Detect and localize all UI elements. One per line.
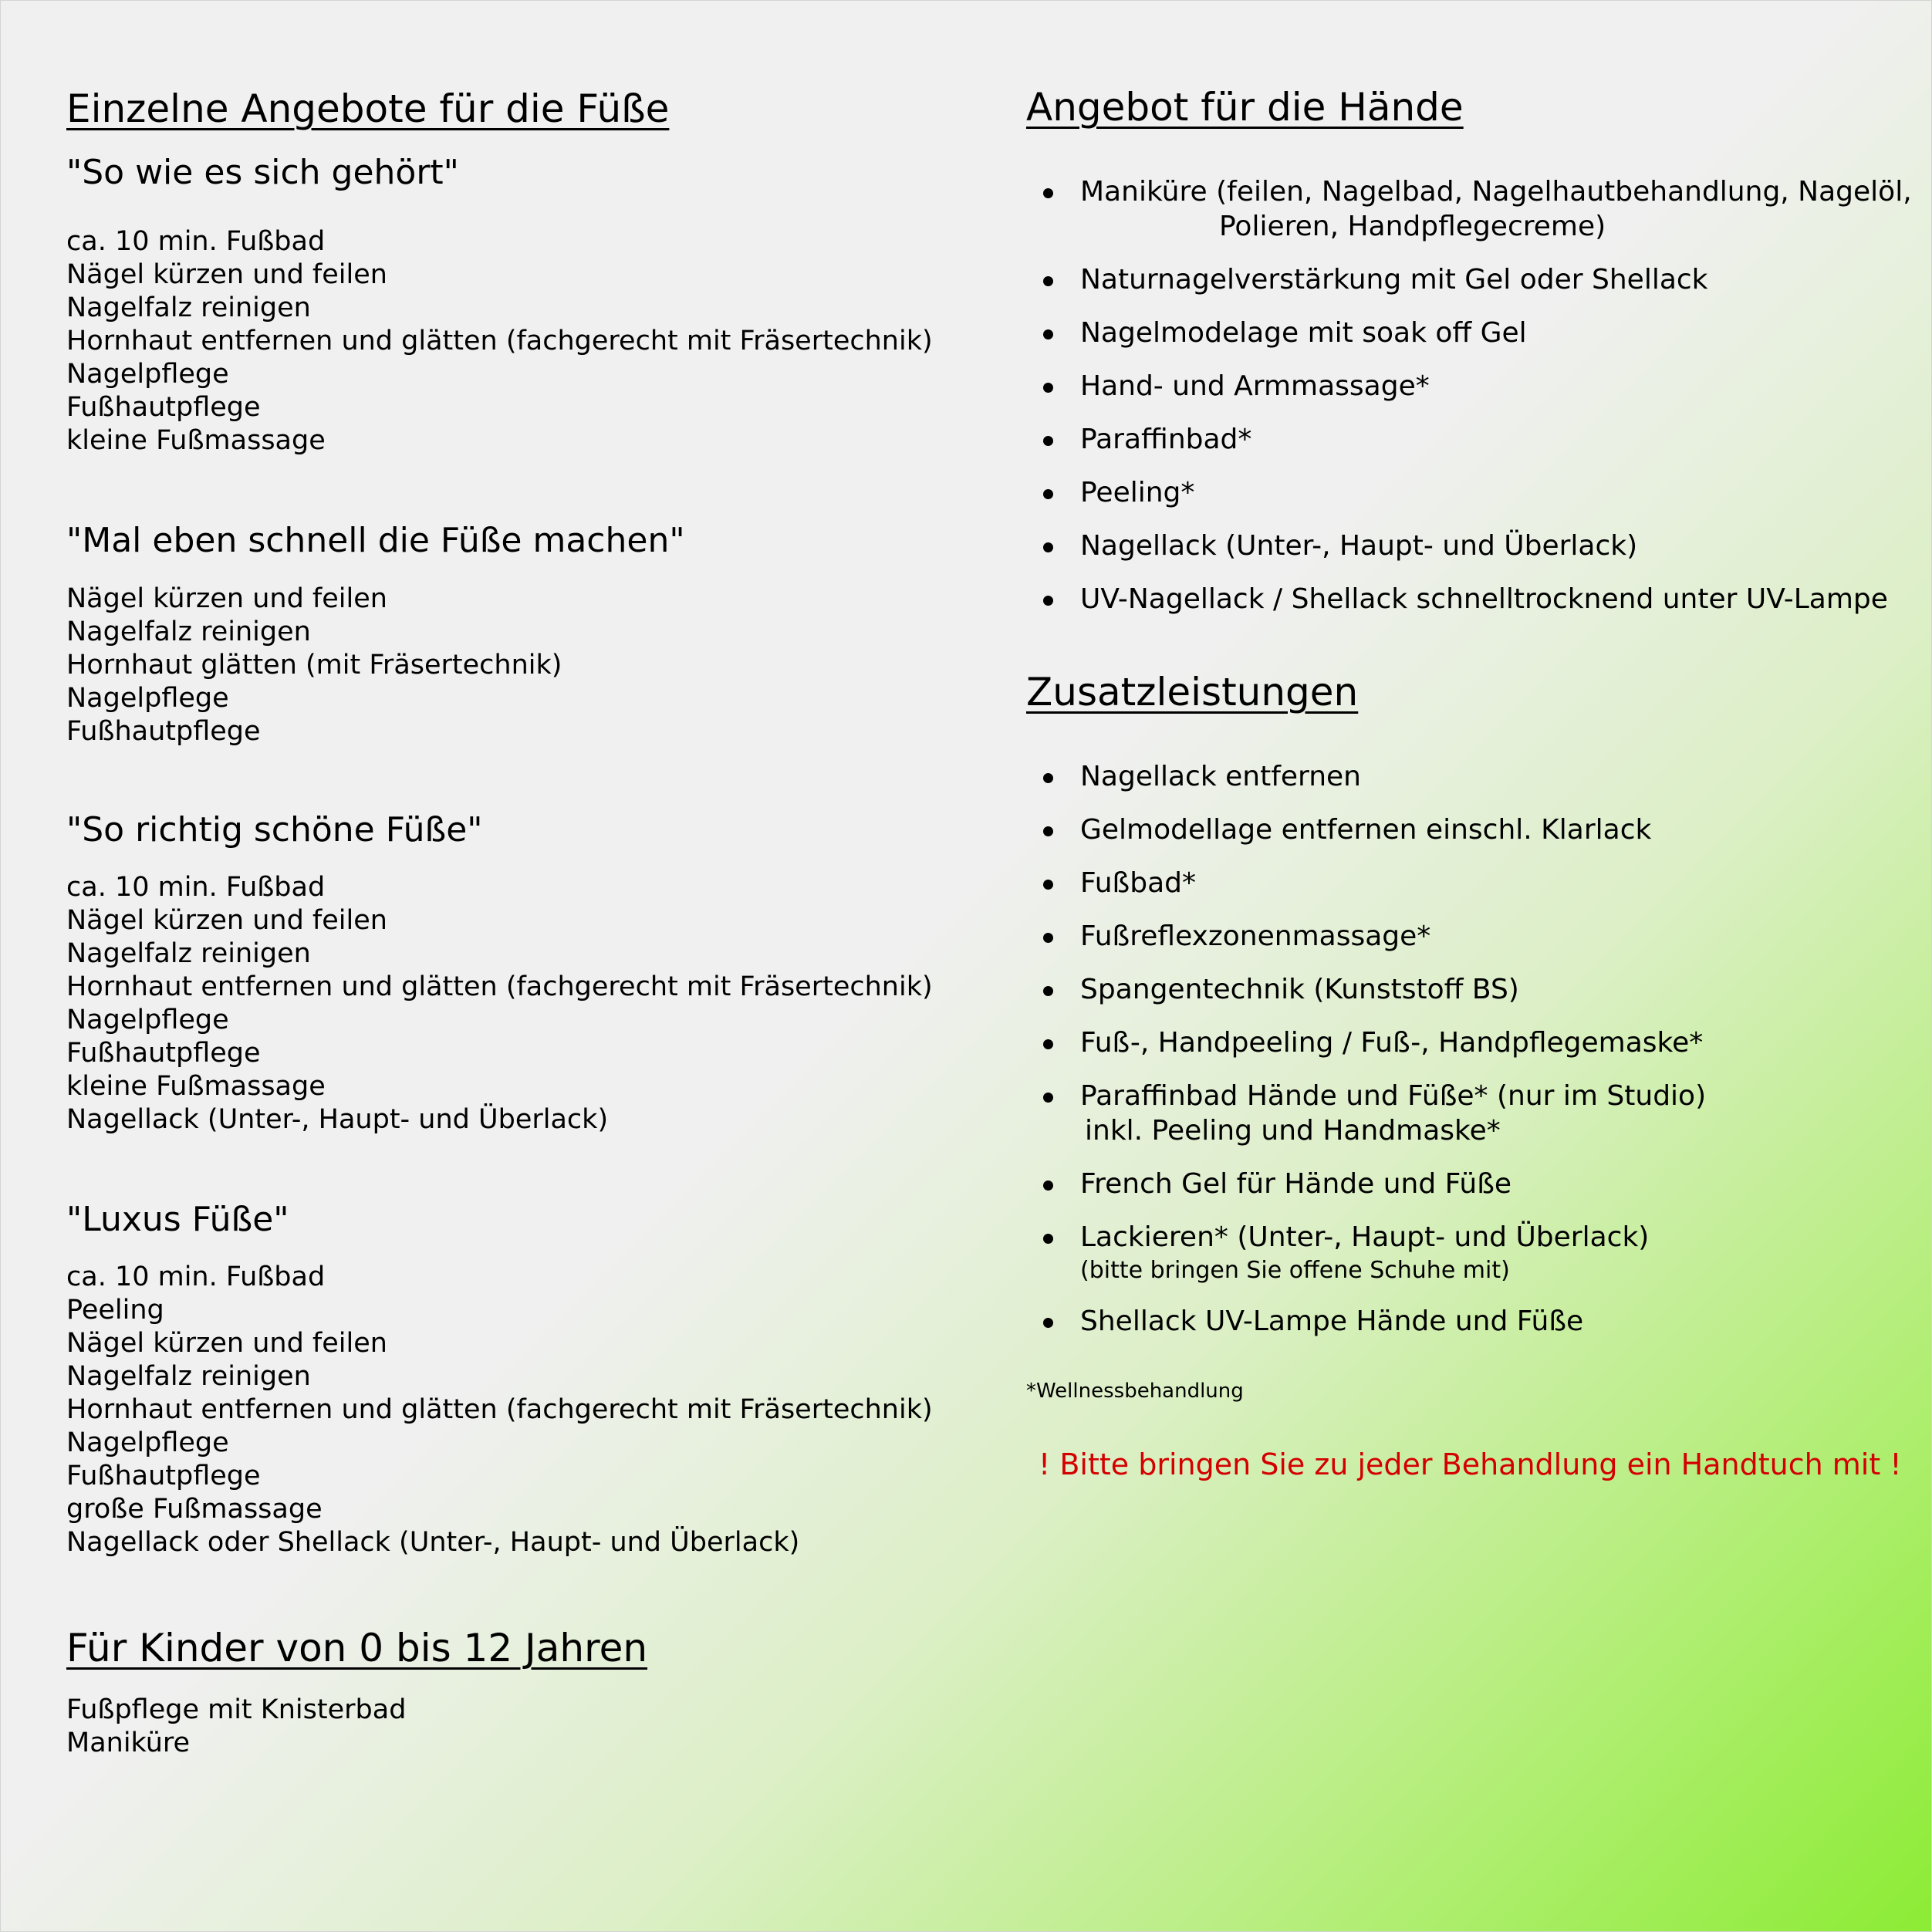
list-item: Fußhautpflege (66, 392, 261, 423)
package-title: "Mal eben schnell die Füße machen" (66, 521, 685, 560)
hands-title: Angebot für die Hände (1026, 85, 1464, 130)
bullet-icon (1043, 276, 1053, 286)
list-item: Nägel kürzen und feilen (66, 1328, 387, 1359)
package-items (66, 225, 933, 458)
list-item: Nägel kürzen und feilen (66, 583, 387, 614)
list-item: Nagelfalz reinigen (66, 1361, 311, 1392)
list-item: Fußhautpflege (66, 1038, 261, 1069)
list-item: Nagellack oder Shellack (Unter-, Haupt- und Überlack) (66, 1527, 800, 1558)
package-title: "So wie es sich gehört" (66, 153, 459, 192)
package-items (66, 583, 562, 748)
list-item: Nagelpflege (66, 359, 229, 390)
bullet-icon (1043, 1234, 1053, 1244)
kids-items (66, 1694, 406, 1760)
package-items (66, 1261, 933, 1559)
list-item: Maniküre (feilen, Nagelbad, Nagelhautbehandlung, Nagelöl, Polieren, Handpflegecreme) (1026, 174, 1921, 244)
list-item: kleine Fußmassage (66, 425, 326, 456)
extras-title: Zusatzleistungen (1026, 670, 1359, 714)
towel-warning: ! Bitte bringen Sie zu jeder Behandlung ein Handtuch mit ! (1039, 1447, 1902, 1481)
bullet-icon (1043, 1318, 1053, 1328)
list-item: ca. 10 min. Fußbad (66, 226, 326, 257)
list-item: Nagelfalz reinigen (66, 616, 311, 647)
footnote: *Wellnessbehandlung (1026, 1380, 1244, 1403)
bullet-icon (1043, 329, 1053, 339)
list-item: ca. 10 min. Fußbad (66, 872, 326, 903)
list-item: Nagellack (Unter-, Haupt- und Überlack) (1026, 529, 1921, 563)
package-title: "Luxus Füße" (66, 1200, 289, 1239)
list-item: kleine Fußmassage (66, 1071, 326, 1102)
bullet-icon (1043, 773, 1053, 783)
bullet-icon (1043, 542, 1053, 552)
list-item: Hornhaut entfernen und glätten (fachgerecht mit Fräsertechnik) (66, 971, 933, 1002)
bullet-icon (1043, 596, 1053, 606)
list-item: Shellack UV-Lampe Hände und Füße (1026, 1304, 1921, 1339)
list-item: Fußbad* (1026, 866, 1921, 900)
list-item: Gelmodellage entfernen einschl. Klarlack (1026, 812, 1921, 847)
list-item: Nagelfalz reinigen (66, 292, 311, 323)
list-item: Maniküre (66, 1728, 191, 1758)
bullet-icon (1043, 880, 1053, 890)
list-item: Nägel kürzen und feilen (66, 259, 387, 290)
package-title: "So richtig schöne Füße" (66, 810, 483, 849)
list-item: Hand- und Armmassage* (1026, 369, 1921, 404)
list-item: Nagellack (Unter-, Haupt- und Überlack) (66, 1104, 609, 1135)
list-item: Fußhautpflege (66, 716, 261, 747)
list-item: Fußpflege mit Knisterbad (66, 1694, 407, 1725)
list-item: Fußhautpflege (66, 1461, 261, 1491)
bullet-icon (1043, 826, 1053, 836)
list-item: Peeling (66, 1295, 164, 1326)
list-item: Paraffinbad* (1026, 422, 1921, 457)
list-item: Fuß-, Handpeeling / Fuß-, Handpflegemaske* (1026, 1025, 1921, 1060)
list-item: ca. 10 min. Fußbad (66, 1262, 326, 1292)
list-item: Nagellack entfernen (1026, 759, 1921, 794)
bullet-icon (1043, 1093, 1053, 1103)
list-item: Fußreflexzonenmassage* (1026, 919, 1921, 954)
list-item: Hornhaut entfernen und glätten (fachgerecht mit Fräsertechnik) (66, 326, 933, 356)
list-item: Hornhaut glätten (mit Fräsertechnik) (66, 650, 562, 681)
bullet-icon (1043, 986, 1053, 996)
list-item: Lackieren* (Unter-, Haupt- und Überlack) (bitte bringen Sie offene Schuhe mit) (1026, 1220, 1921, 1285)
extras-list (1026, 759, 1921, 1357)
list-item: UV-Nagellack / Shellack schnelltrocknend unter UV-Lampe (1026, 582, 1921, 616)
list-item: Spangentechnik (Kunststoff BS) (1026, 972, 1921, 1007)
bullet-icon (1043, 1039, 1053, 1049)
kids-title: Für Kinder von 0 bis 12 Jahren (66, 1626, 648, 1670)
list-item: Nagelpflege (66, 1005, 229, 1035)
bullet-icon (1043, 489, 1053, 499)
bullet-icon (1043, 436, 1053, 446)
bullet-icon (1043, 1180, 1053, 1191)
hands-list (1026, 174, 1921, 635)
feet-offers-title: Einzelne Angebote für die Füße (66, 86, 670, 131)
bullet-icon (1043, 383, 1053, 393)
list-item: Hornhaut entfernen und glätten (fachgerecht mit Fräsertechnik) (66, 1394, 933, 1425)
list-item: große Fußmassage (66, 1494, 323, 1525)
list-item: Paraffinbad Hände und Füße* (nur im Studio) inkl. Peeling und Handmaske* (1026, 1079, 1921, 1148)
list-item: Peeling* (1026, 475, 1921, 510)
list-item: Nagelmodelage mit soak off Gel (1026, 316, 1921, 350)
package-items (66, 871, 933, 1137)
bullet-icon (1043, 188, 1053, 198)
list-item: Nagelpflege (66, 1427, 229, 1458)
list-item: French Gel für Hände und Füße (1026, 1167, 1921, 1201)
list-item: Nagelpflege (66, 683, 229, 714)
list-item: Nagelfalz reinigen (66, 938, 311, 969)
list-item: Nägel kürzen und feilen (66, 905, 387, 936)
bullet-icon (1043, 933, 1053, 943)
list-item: Naturnagelverstärkung mit Gel oder Shellack (1026, 262, 1921, 297)
